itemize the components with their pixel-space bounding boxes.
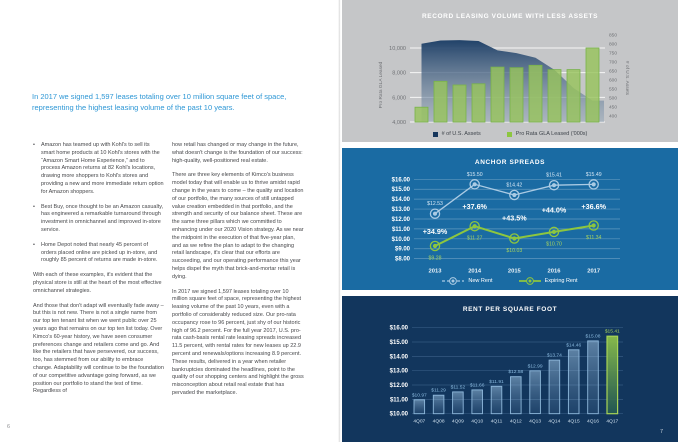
right-axis-tick: 400 (609, 114, 618, 120)
text-column-1 (33, 142, 164, 403)
new-rent-marker-dot (592, 182, 596, 186)
anchor-spreads-panel (342, 148, 678, 290)
legend-label: # of U.S. Assets (441, 131, 481, 137)
rent-bar (414, 400, 425, 414)
new-rent-marker-dot (552, 183, 556, 187)
gla-bar (529, 65, 542, 122)
page-number-left: 6 (7, 424, 11, 430)
x-axis-tick: 2015 (507, 268, 521, 275)
expiring-rent-marker-dot (433, 244, 437, 248)
x-axis-tick: 2014 (468, 268, 482, 275)
x-axis-tick: 2013 (428, 268, 442, 275)
rent-bar (453, 392, 464, 414)
rent-bar (530, 371, 541, 414)
spread-percentage-label: +44.0% (541, 205, 567, 215)
bullet-item: • Amazon has teamed up with Kohl's to sell its smart home products at 10 Kohl's stores with the “Amazon Smart Home Experience,” and to process Amazon returns at 82 Kohl's locations, drawing more shoppers to Kohl's stores and providing a new and more immediate return option for Amazon shoppers. (33, 142, 164, 197)
chart-title-rent-psf: RENT PER SQUARE FOOT (462, 306, 558, 313)
left-axis-tick: 8,000 (392, 70, 406, 77)
right-axis-tick: 750 (609, 51, 618, 57)
chart-title-anchor-spreads: ANCHOR SPREADS (474, 159, 546, 166)
y-axis-tick: $8.00 (394, 256, 410, 263)
headline (32, 92, 286, 113)
right-axis-tick: 550 (609, 87, 618, 93)
paragraph: There are three key elements of Kimco's business model today that will enable us to thrive amidst rapid change in the years to come – the quality and location of our portfolio, the many sources of still untapped value creation embedded in that portfolio, and the strength and security of our balance sheet. These are the same three pillars which we committed to enhancing under our 2020 Vision strategy. As we near the midpoint in the execution of that five-year plan, and as we refine the plan to adapt to the changing retail landscape, it's clear that our efforts are succeeding, and our operating performance this year helps dispel the myth that brick-and-mortar retail is dying. (172, 172, 304, 280)
gla-bar (491, 67, 504, 122)
left-axis-tick: 4,000 (392, 120, 406, 126)
legend-line-marker (442, 276, 464, 286)
rent-bar (568, 350, 579, 414)
gla-bar (472, 84, 485, 122)
expiring-rent-value-label: $10.70 (546, 241, 562, 248)
legend-item (442, 276, 492, 286)
paragraph: With each of these examples, it's evident that the physical store is still at the heart of the most effective omnichannel strategies. (33, 272, 162, 294)
new-rent-marker-dot (433, 212, 437, 216)
gla-bar (548, 70, 561, 122)
x-axis-tick: 2016 (547, 268, 561, 275)
x-axis-tick: 4Q16 (587, 419, 599, 425)
legend-item (519, 276, 578, 286)
bar-value-label: $13.74 (546, 353, 562, 359)
bullet-item: • Best Buy, once thought to be an Amazon casualty, has engineered a remarkable turnaround through investment in omnichannel and improved in-store service. (33, 204, 164, 235)
record-leasing-legend (342, 131, 678, 137)
headline-line-2: representing the highest leasing volume of the past 10 years. (32, 102, 235, 112)
y-axis-tick: $15.00 (389, 340, 408, 347)
gla-bar (434, 81, 447, 122)
y-axis-tick: $11.00 (391, 226, 410, 233)
headline-line-1: In 2017 we signed 1,597 leases totaling over 10 million square feet of space, (32, 92, 287, 101)
bar-value-label: $12.99 (527, 364, 543, 370)
y-axis-tick: $14.00 (389, 354, 408, 361)
spread-percentage-label: +36.6% (581, 201, 606, 211)
paragraph: how retail has changed or may change in the future, what doesn't change is the foundation of our success: high-quality, well-positioned real estate. (172, 142, 303, 164)
x-axis-tick: 4Q08 (432, 419, 445, 425)
spread-percentage-label: +37.6% (462, 202, 487, 212)
right-axis-tick: 850 (609, 33, 618, 39)
new-rent-value-label: $15.41 (546, 172, 562, 179)
new-rent-marker-dot (512, 193, 516, 197)
x-axis-tick: 4Q07 (413, 419, 426, 425)
left-axis-tick: 10,000 (389, 46, 406, 52)
gla-bar (415, 107, 428, 122)
x-axis-tick: 2017 (587, 268, 601, 275)
right-axis-label: # of U.S. Assets (624, 60, 629, 96)
new-rent-marker-dot (473, 182, 477, 186)
expiring-rent-value-label: $9.28 (428, 255, 442, 262)
paragraph: In 2017 we signed 1,597 leases totaling over 10 million square feet of space, representing the highest leasing volume of the past 10 years, even with a portfolio of considerably reduced size. Our pro-rata occupancy rose to 96 percent, just shy of our historic high of 96.2 percent. For the full year 2017, U.S. pro-rata cash-basis rental rate leasing spreads increased 11.5 percent, with rental rates for new leases up 22.9 percent and renewals/options increasing 8.9 percent. These results, delivered in a year when retailer bankruptcies dominated the headlines, point to the quality of our shopping centers and highlight the gross misconception about retail real estate that has pervaded the marketplace. (172, 288, 304, 396)
bar-value-label: $14.46 (566, 343, 582, 349)
x-axis-tick: 4Q11 (490, 419, 503, 425)
y-axis-tick: $9.00 (394, 246, 410, 253)
expiring-rent-marker-dot (552, 230, 556, 234)
x-axis-tick: 4Q12 (509, 419, 522, 425)
spread-percentage-label: +43.5% (502, 213, 527, 223)
right-axis-tick: 450 (609, 105, 618, 111)
legend-line-marker (519, 276, 541, 286)
y-axis-tick: $16.00 (389, 325, 408, 332)
anchor-spreads-chart (342, 148, 678, 290)
bar-value-label: $10.97 (411, 393, 427, 399)
x-axis-tick: 4Q15 (567, 419, 580, 425)
bar-value-label: $15.08 (585, 334, 601, 340)
y-axis-tick: $13.00 (389, 368, 408, 375)
bar-value-label: $11.91 (489, 379, 504, 385)
gla-bar (453, 85, 466, 122)
y-axis-tick: $11.00 (389, 397, 408, 404)
rent-bar (588, 341, 599, 414)
expiring-rent-value-label: $10.03 (506, 248, 523, 255)
right-axis-tick: 500 (609, 96, 618, 102)
right-axis-tick: 800 (609, 42, 618, 48)
bar-value-label: $11.29 (431, 388, 446, 394)
new-rent-value-label: $12.53 (427, 201, 443, 208)
y-axis-tick: $12.00 (389, 383, 408, 390)
right-axis-tick: 650 (609, 69, 618, 75)
page-gutter (338, 0, 342, 442)
y-axis-tick: $15.00 (391, 187, 410, 194)
legend-label: Expiring Rent (544, 278, 578, 284)
chart-title-record-leasing: RECORD LEASING VOLUME WITH LESS ASSETS (421, 13, 599, 20)
text-column-2 (172, 142, 305, 405)
rent-bar (491, 386, 502, 413)
y-axis-tick: $10.00 (391, 236, 410, 243)
x-axis-tick: 4Q09 (451, 419, 464, 425)
new-rent-value-label: $14.42 (506, 182, 523, 189)
x-axis-tick: 4Q17 (606, 419, 619, 425)
y-axis-tick: $13.00 (391, 207, 410, 214)
y-axis-tick: $16.00 (391, 177, 410, 184)
rent-bar-highlighted (607, 336, 618, 414)
y-axis-tick: $12.00 (391, 216, 410, 223)
legend-label: New Rent (468, 278, 493, 284)
expiring-rent-marker-dot (473, 224, 477, 228)
rent-bar (511, 377, 522, 414)
legend-item (507, 131, 588, 137)
legend-label: Pro Rata GLA Leased ('000s) (515, 131, 588, 137)
gla-bar (510, 68, 523, 122)
rent-bar (433, 395, 444, 414)
rent-bar (549, 360, 560, 414)
y-axis-tick: $10.00 (389, 411, 408, 418)
bar-value-label: $12.58 (508, 370, 524, 376)
x-axis-tick: 4Q10 (471, 419, 484, 425)
gla-bar (586, 48, 599, 122)
left-axis-label: Pro Rata GLA Leased (379, 61, 384, 109)
spread-percentage-label: +34.9% (422, 226, 448, 236)
anchor-spreads-legend (342, 276, 678, 286)
legend-item (433, 131, 481, 137)
new-rent-value-label: $15.50 (466, 171, 483, 178)
expiring-rent-value-label: $11.27 (466, 235, 483, 242)
new-rent-value-label: $15.49 (585, 171, 602, 178)
paragraph: And those that don't adapt will eventually fade away – but this is not new. There is not a single name from our top ten tenant list when we went public over 25 years ago that remains on our top ten list today. Over Kimco's 60-year history, we have seen consumer preferences change and retailers come and go. And like the retailers that have persevered, our success, too, has stemmed from our ability to embrace change. Adaptability will continue to be the foundation of our competitive advantage going forward, as we position our portfolio to stand the test of time. Regardless of (33, 302, 164, 395)
bullet-item: • Home Depot noted that nearly 45 percent of orders placed online are picked up in-store, and roughly 85 percent of returns are made in-store. (33, 242, 164, 265)
gla-bar (567, 70, 580, 122)
record-leasing-panel (342, 0, 678, 142)
bar-value-label: $11.52 (450, 385, 466, 391)
x-axis-tick: 4Q13 (529, 419, 542, 425)
right-page (342, 0, 678, 442)
legend-swatch (433, 132, 438, 137)
rent-bar (472, 390, 483, 414)
bar-value-label: $15.41 (604, 329, 620, 335)
legend-swatch (507, 132, 512, 137)
x-axis-tick: 4Q14 (548, 419, 561, 425)
right-axis-tick: 700 (609, 60, 618, 66)
left-axis-tick: 6,000 (392, 95, 406, 102)
bar-value-label: $11.66 (469, 383, 485, 389)
right-axis-tick: 600 (609, 78, 618, 84)
y-axis-tick: $14.00 (391, 197, 410, 204)
expiring-rent-value-label: $11.34 (585, 235, 602, 242)
record-leasing-chart (342, 0, 678, 142)
page-number-right: 7 (659, 429, 663, 435)
rent-per-square-foot-panel (342, 296, 678, 442)
rent-per-square-foot-chart (342, 296, 678, 442)
expiring-rent-marker-dot (512, 236, 516, 240)
bullet-list (33, 142, 164, 265)
expiring-rent-marker-dot (592, 223, 596, 227)
